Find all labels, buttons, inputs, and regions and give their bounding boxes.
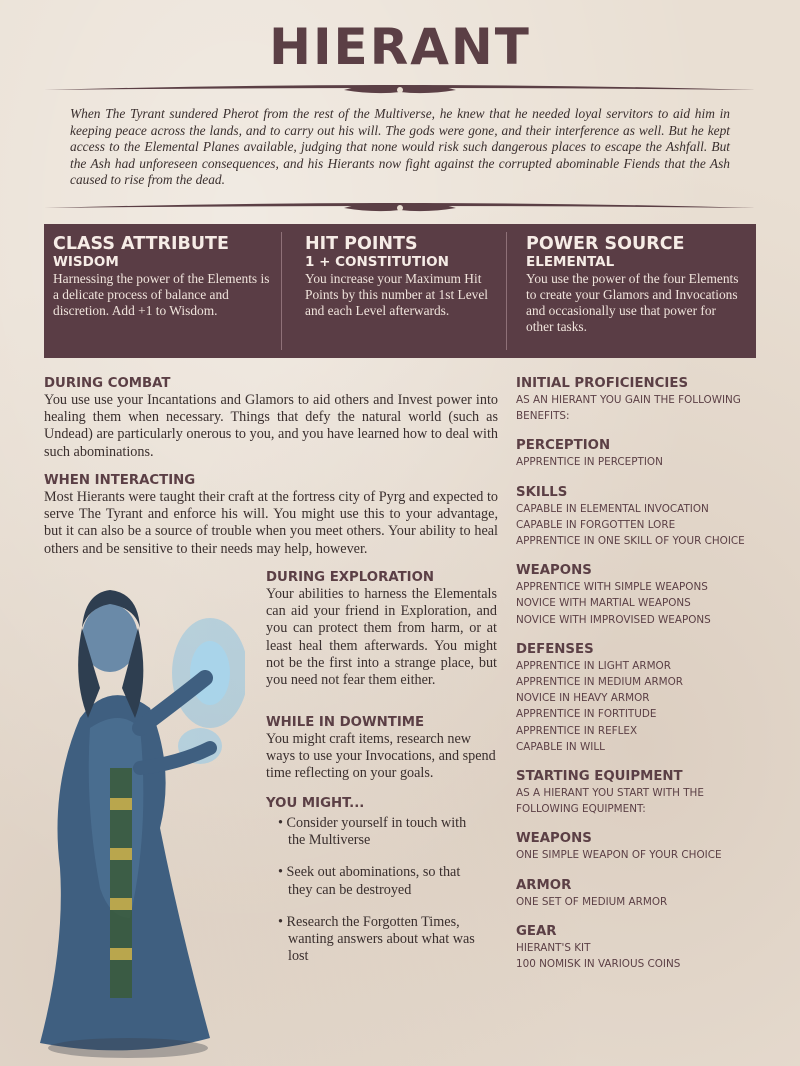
list-item: AS A HIERANT YOU START WITH THE [516,787,704,800]
class-stats-box [44,224,756,358]
section-heading: DURING EXPLORATION [266,570,435,585]
list-item: APPRENTICE IN FORTITUDE [516,708,657,721]
list-item: BENEFITS: [516,410,570,423]
starting-weapons-heading: WEAPONS [516,831,592,847]
during-exploration-section [266,570,497,689]
list-item: NOVICE WITH MARTIAL WEAPONS [516,597,691,610]
list-item: APPRENTICE IN MEDIUM ARMOR [516,676,684,689]
list-item: • Seek out abominations, so that they can be destroyed [278,864,461,898]
section-body: Your abilities to harness the Elementals can aid your friend in Exploration, and you can protect them from harm, or at least heal them afterwards. You might not be the first into a strange place, but you need not fear them either. [266,586,497,689]
section-heading: WHILE IN DOWNTIME [266,715,425,730]
during-combat-section [44,376,498,461]
section-heading: WHEN INTERACTING [44,473,196,488]
column-divider [281,232,282,350]
list-item: AS AN HIERANT YOU GAIN THE FOLLOWING [516,394,741,406]
list-item: APPRENTICE IN ONE SKILL OF YOUR CHOICE [516,535,745,548]
you-might-list [266,812,478,965]
hit-points-text: You increase your Maximum Hit Points by this number at 1st Level and each Level afterwards. [305,271,488,318]
column-divider [506,232,507,350]
starting-equipment-heading: STARTING EQUIPMENT [516,769,683,785]
power-source-text: You use the power of the four Elements to create your Glamors and Invocations and occasionally use that power for other tasks. [526,271,739,334]
section-heading: DURING COMBAT [44,376,171,391]
power-source-value: ELEMENTAL [526,254,615,270]
while-in-downtime-section [266,715,497,783]
hit-points-column [305,234,505,319]
hierant-illustration [10,568,245,1060]
list-item: APPRENTICE IN REFLEX [516,724,638,737]
defenses-heading: DEFENSES [516,641,594,657]
weapons-proficiency-heading: WEAPONS [516,563,592,579]
section-body: You use use your Incantations and Glamors to aid others and Invest power into healing them when necessary. Things that defy the natural world (such as Undead) are particularly onerous to you, and you have learned how to deal with such abominations. [44,392,498,460]
list-item: CAPABLE IN ELEMENTAL INVOCATION [516,502,709,515]
proficiencies-column [516,376,766,972]
list-item: ONE SIMPLE WEAPON OF YOUR CHOICE [516,849,722,862]
list-item: HIERANT'S KIT [516,941,591,954]
list-item: ONE SET OF MEDIUM ARMOR [516,895,668,908]
initial-proficiencies-heading: INITIAL PROFICIENCIES [516,376,689,391]
bottom-ornamental-divider [44,196,756,220]
power-source-column [526,234,744,335]
list-item: CAPABLE IN WILL [516,740,605,753]
list-item: APPRENTICE WITH SIMPLE WEAPONS [516,581,708,594]
section-body: Most Hierants were taught their craft at the fortress city of Pyrg and expected to serve The Tyrant and enforce his will. You might use this to your advantage, but it can also be a source of trouble when you meet others. Your ability to heal others and be sensitive to their needs may help, however. [44,489,498,557]
page-title: HIERANT [269,18,531,76]
section-body: You might craft items, research new ways to use your Invocations, and spend time reflecting on your goals. [266,731,496,782]
intro-paragraph: When The Tyrant sundered Pherot from the rest of the Multiverse, he knew that he needed loyal servitors to aid him in keeping peace across the lands, and to carry out his will. The gods were gone, and their interference as well. But he kept access to the Elemental Planes available, judging that none would risk such dangerous places to escape the Ashfall. But the Ash had unforeseen consequences, and his Hierants now fight against the corrupted abominable Fiends that the Ash caused to rise from the dead. [70,106,730,188]
list-item: 100 NOMISK IN VARIOUS COINS [516,958,681,971]
class-attribute-text: Harnessing the power of the Elements is a delicate process of balance and discretion. Add +1 to Wisdom. [53,271,270,318]
list-item: NOVICE WITH IMPROVISED WEAPONS [516,613,711,626]
list-item: • Consider yourself in touch with the Multiverse [278,815,467,849]
list-item: • Research the Forgotten Times, wanting answers about what was lost [278,913,475,965]
list-item: FOLLOWING EQUIPMENT: [516,803,646,816]
class-attribute-value: WISDOM [53,254,119,270]
power-source-title: POWER SOURCE [526,234,685,254]
you-might-section [266,796,497,980]
hit-points-title: HIT POINTS [305,234,418,254]
list-item: CAPABLE IN FORGOTTEN LORE [516,518,676,531]
gear-heading: GEAR [516,923,557,939]
when-interacting-section [44,473,498,558]
list-item: APPRENTICE IN PERCEPTION [516,456,663,469]
top-ornamental-divider [44,78,756,102]
list-item: APPRENTICE IN LIGHT ARMOR [516,659,671,672]
armor-heading: ARMOR [516,877,572,893]
skills-heading: SKILLS [516,484,568,500]
perception-heading: PERCEPTION [516,438,611,454]
class-attribute-title: CLASS ATTRIBUTE [53,234,229,254]
list-item: NOVICE IN HEAVY ARMOR [516,692,650,705]
section-heading: YOU MIGHT... [266,796,365,811]
hit-points-value: 1 + CONSTITUTION [305,254,449,270]
class-attribute-column [53,234,273,319]
